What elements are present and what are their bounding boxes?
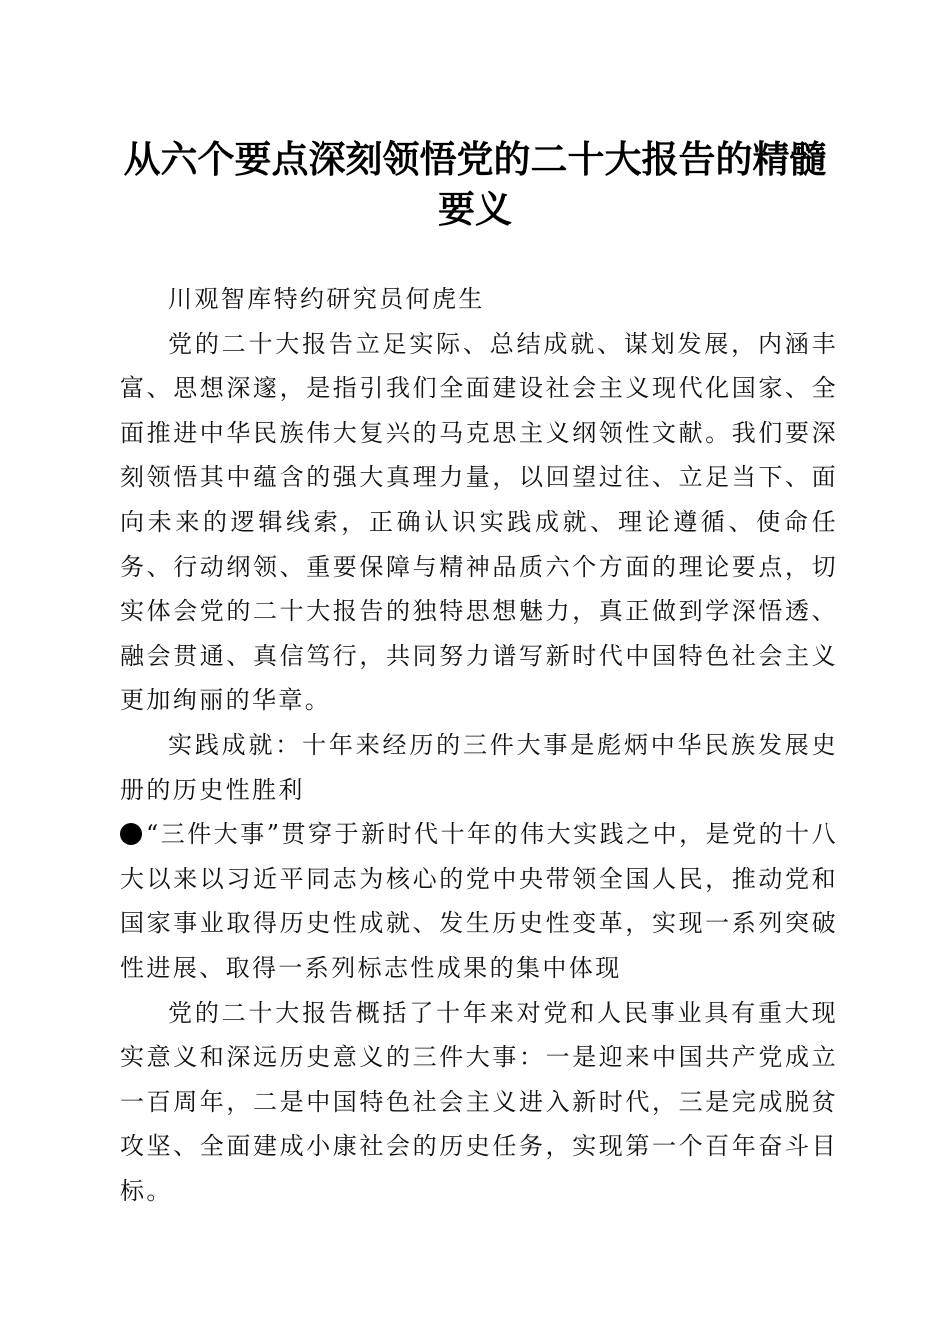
document-title: 从六个要点深刻领悟党的二十大报告的精髓要义 bbox=[123, 137, 827, 231]
bullet-dot-icon bbox=[120, 823, 142, 845]
bullet-text: “三件大事”贯穿于新时代十年的伟大实践之中，是党的十八大以来以习近平同志为核心的党中央带领全国人民，推动党和国家事业取得历史性成就、发生历史性变革，实现一系列突破性进展、取得一系列标志性成果的集中体现 bbox=[120, 820, 838, 982]
closing-paragraph: 党的二十大报告概括了十年来对党和人民事业具有重大现实意义和深远历史意义的三件大事：一是迎来中国共产党成立一百周年，二是中国特色社会主义进入新时代，三是完成脱贫攻坚、全面建成小康社会的历史任务，实现第一个百年奋斗目标。 bbox=[120, 998, 838, 1205]
author-line: 川观智库特约研究员何虎生 bbox=[168, 285, 485, 313]
intro-paragraph: 党的二十大报告立足实际、总结成就、谋划发展，内涵丰富、思想深邃，是指引我们全面建设社会主义现代化国家、全面推进中华民族伟大复兴的马克思主义纲领性文献。我们要深刻领悟其中蕴含的强大真理力量，以回望过往、立足当下、面向未来的逻辑线索，正确认识实践成就、理论遵循、使命任务、行动纲领、重要保障与精神品质六个方面的理论要点，切实体会党的二十大报告的独特思想魅力，真正做到学深悟透、融会贯通、真信笃行，共同努力谱写新时代中国特色社会主义更加绚丽的华章。 bbox=[120, 329, 838, 715]
document-body bbox=[120, 277, 838, 1213]
bullet-point bbox=[120, 812, 838, 990]
section-heading-practice-achievements: 实践成就：十年来经历的三件大事是彪炳中华民族发展史册的历史性胜利 bbox=[120, 730, 838, 804]
